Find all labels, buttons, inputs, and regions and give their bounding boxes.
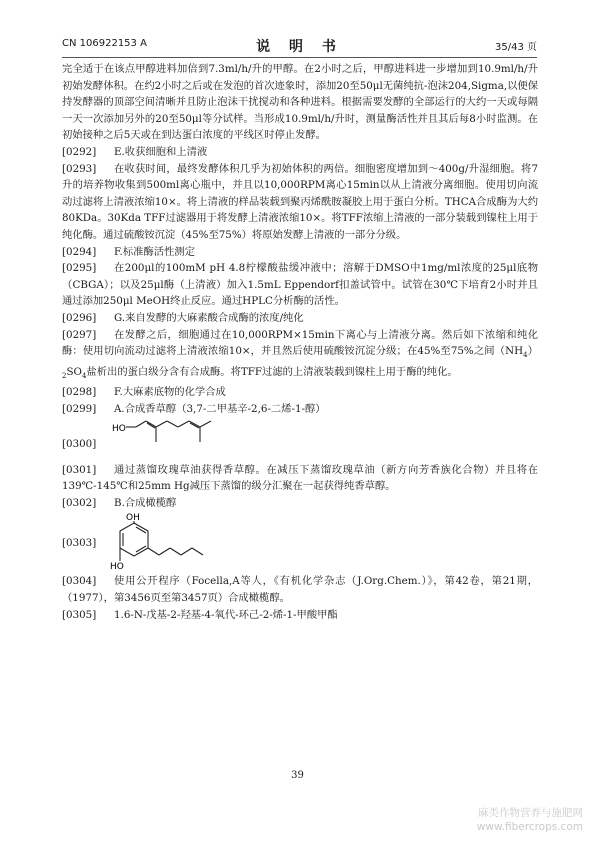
paragraph-0301 <box>62 462 538 495</box>
paragraph-text: ） <box>527 345 539 358</box>
paragraph-0304 <box>62 573 538 606</box>
paragraph-number: [0304] <box>62 575 97 588</box>
paragraph-number: [0301] <box>62 463 97 476</box>
hydroxyl-label: HO <box>112 423 126 434</box>
paragraph-number: [0293] <box>62 162 97 175</box>
paragraph-0302 <box>62 495 538 512</box>
page-indicator: 35/43 页 <box>495 42 537 53</box>
paragraph-text: A.合成香草醇（3,7-二甲基辛-2,6-二烯-1-醇） <box>114 402 326 415</box>
publication-number: CN 106922153 A <box>62 38 147 49</box>
paragraph-text: F.标准酶活性测定 <box>114 245 195 258</box>
paragraph-number: [0295] <box>62 262 97 275</box>
paragraph-number: [0300] <box>62 437 97 450</box>
paragraph-number: [0302] <box>62 496 97 509</box>
paragraph-0292 <box>62 144 538 161</box>
figure-0300 <box>62 418 538 462</box>
paragraph-number: [0303] <box>62 537 97 550</box>
paragraph-number: [0297] <box>62 328 97 341</box>
paragraph-0293 <box>62 161 538 244</box>
paragraph-0305 <box>62 607 538 624</box>
paragraph-number: [0296] <box>62 311 97 324</box>
paragraph-text: 使用公开程序（Focella,A等人，《有机化学杂志（J.Org.Chem.）》，第42卷，第21期，（1977），第3456页至第3457页）合成橄榄醇。 <box>62 575 538 604</box>
page-number: 39 <box>291 770 304 781</box>
paragraph-number: [0298] <box>62 386 97 399</box>
watermark-url: www.fibercrops.com <box>476 821 583 833</box>
paragraph-text: 在200μl的100mM pH 4.8柠檬酸盐缓冲液中；溶解于DMSO中1mg/ml浓度的25μl底物（CBGA）；以及25μl酶（上清液）加入1.5mL Eppendorf扣盖试管中。试管在30℃下培育2小时并且通过添加250μl MeOH终止反应。通过HPLC分析酶的活性。 <box>62 262 538 308</box>
subscript: 4 <box>81 371 87 380</box>
paragraph-text: 盐析出的蛋白级分含有合成酶。将TFF过滤的上清液装载到镍柱上用于酶的纯化。 <box>86 365 458 378</box>
hydroxyl-label-top: OH <box>126 513 140 524</box>
paragraph-0295 <box>62 260 538 310</box>
paragraph-number: [0305] <box>62 608 97 621</box>
paragraph-text: 1.6-N-戊基-2-羟基-4-氧代-环己-2-烯-1-甲酸甲酯 <box>114 608 338 621</box>
paragraph-text: 通过蒸馏玫瑰草油获得香草醇。在减压下蒸馏玫瑰草油（新方向芳香族化合物）并且将在139℃-145℃和25mm Hg减压下蒸馏的级分汇聚在一起获得纯香草醇。 <box>62 463 538 493</box>
paragraph-text: 在发酵之后，细胞通过在10,000RPM×15min下离心与上清液分离。然后如下浓缩和纯化酶：使用切向流动过滤将上清液浓缩10×，并且然后使用硫酸铵沉淀分级；在45%至75%之间（NH <box>62 328 538 358</box>
paragraph-number: [0294] <box>62 245 97 258</box>
figure-0303 <box>62 511 538 573</box>
paragraph-0299 <box>62 401 538 418</box>
paragraph-text: B.合成橄榄醇 <box>114 496 177 509</box>
header-rule <box>62 57 537 58</box>
watermark-title: 麻类作物营养与施肥网 <box>478 807 583 819</box>
paragraph-0298 <box>62 384 538 401</box>
paragraph-text: 在收获时间，最终发酵体积几乎为初始体积的两倍。细胞密度增加到～400g/升湿细胞。将7升的培养物收集到500ml离心瓶中，并且以10,000RPM离心15min以从上清液分离细胞。使用切向流动过滤将上清液浓缩10×。将上清液的样品装载到聚丙烯酰胺凝胶上用于蛋白分析。THCA合成酶为大约80KDa。30Kda TFF过滤器用于将发酵上清液浓缩10×。将TFF浓缩上清液的一部分装载到镍柱上用于纯化酶。通过硫酸铵沉淀（45%至75%）将原始发酵上清液的一部分分级。 <box>62 162 538 241</box>
olivetol-structure <box>110 511 280 573</box>
page-header <box>62 36 537 56</box>
paragraph-text: G.来自发酵的大麻素酸合成酶的浓度/纯化 <box>114 311 304 324</box>
geraniol-structure <box>112 418 272 462</box>
paragraph-0294 <box>62 244 538 261</box>
paragraph-text: E.收获细胞和上清液 <box>114 145 208 158</box>
document-body <box>62 61 538 623</box>
paragraph-0296 <box>62 310 538 327</box>
subscript: 2 <box>62 371 67 380</box>
paragraph-number: [0299] <box>62 402 97 415</box>
paragraph-number: [0292] <box>62 145 97 158</box>
watermark <box>477 806 583 834</box>
paragraph-continued: 完全适于在该点甲醇进料加倍到7.3ml/h/升的甲醇。在2小时之后，甲醇进料进一步增加到10.9ml/h/升初始发酵体积。在约2小时之后或在发泡的首次迹象时，添加20至50μl无菌纯抗-泡沫204,Sigma,以便保持发酵器的顶部空间清晰并且防止泡沫干扰搅动和各种进料。根据需要发酵的全部运行的大约一天或每隔一天一次添加另外的20至50μl等分试样。当形成10.9ml/h/升时，测量酶活性并且其后每8小时监测。在初始接种之后5天或在到达蛋白浓度的平线区时停止发酵。 <box>62 63 538 142</box>
paragraph-text: F.大麻素底物的化学合成 <box>114 386 226 399</box>
subscript: 4 <box>523 351 528 360</box>
paragraph-0297 <box>62 327 538 385</box>
document-title: 说 明 书 <box>256 39 343 55</box>
hydroxyl-label-bottom: HO <box>110 562 124 573</box>
paragraph-text: SO <box>66 365 82 378</box>
